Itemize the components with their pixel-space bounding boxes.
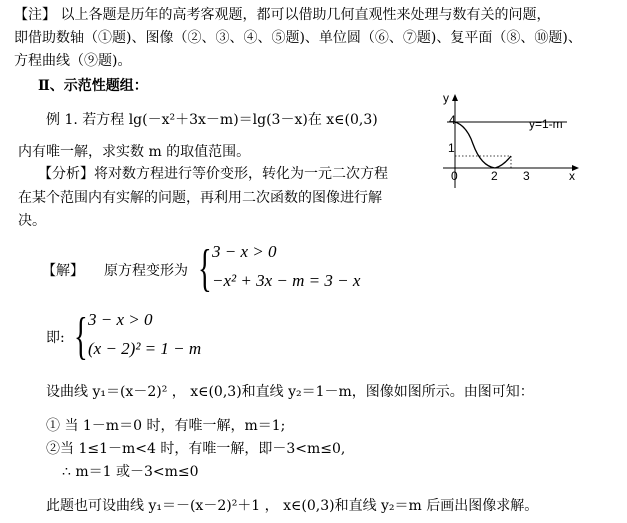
section-title: Ⅱ、示范性题组： — [38, 78, 148, 94]
system2-eq1: 3 − x > 0 — [88, 310, 153, 329]
ji-label: 即: — [46, 330, 65, 346]
case-1: ① 当 1－m＝0 时，有唯一解，m＝1; — [46, 418, 286, 434]
case-2: ②当 1≤1－m<4 时，有唯一解，即－3<m≤0, — [46, 441, 346, 457]
conclusion: ∴ m＝1 或－3<m≤0 — [62, 464, 199, 480]
example-line-1: 例 1. 若方程 lg(－x²＋3x－m)＝lg(3－x)在 x∈(0,3) — [46, 112, 378, 128]
system1-brace: { — [198, 240, 212, 297]
analysis-line-2: 在某个范围内有实解的问题，再利用二次函数的图像进行解 — [18, 190, 382, 206]
analysis-line-1: 【分析】将对数方程进行等价变形，转化为一元二次方程 — [38, 166, 388, 182]
parabola-curve — [455, 122, 511, 168]
line-label: y=1-m — [529, 117, 563, 131]
tick-label-3: 3 — [523, 169, 530, 183]
note-line-3: 方程曲线（⑨题)。 — [14, 53, 132, 69]
system2-eq2: (x − 2)² = 1 − m — [88, 339, 202, 358]
note-line-2: 即借助数轴（①题)、图像（②、③、④、⑤题)、单位圆（⑥、⑦题)、复平面（⑧、⑩题)、 — [14, 30, 582, 46]
example-line-2: 内有唯一解，求实数 m 的取值范围。 — [18, 144, 251, 160]
x-axis-label: x — [569, 169, 575, 183]
solution-intro: 原方程变形为 — [104, 263, 188, 279]
tick-label-4: 4 — [449, 113, 456, 127]
system1-eq1: 3 − x > 0 — [212, 242, 277, 261]
note-line-1: 【注】 以上各题是历年的高考客观题，都可以借助几何直观性来处理与数有关的问题， — [14, 7, 551, 23]
y-axis-label: y — [443, 92, 449, 105]
y-axis-arrow — [452, 94, 458, 101]
solution-label: 【解】 — [42, 263, 84, 279]
tick-label-0: 0 — [451, 169, 458, 183]
final-note: 此题也可设曲线 y₁＝－(x－2)²＋1 ， x∈(0,3)和直线 y₂＝m 后画出图像求解。 — [46, 498, 539, 514]
system1-eq2: −x² + 3x − m = 3 − x — [212, 271, 361, 290]
function-graph — [437, 92, 587, 192]
tick-label-2: 2 — [491, 169, 498, 183]
tick-label-1: 1 — [448, 141, 455, 155]
analysis-line-3: 决。 — [18, 213, 46, 229]
system2-brace: { — [74, 308, 88, 365]
curve-description: 设曲线 y₁＝(x－2)² ， x∈(0,3)和直线 y₂＝1－m，图像如图所示。由图可知： — [46, 384, 534, 400]
